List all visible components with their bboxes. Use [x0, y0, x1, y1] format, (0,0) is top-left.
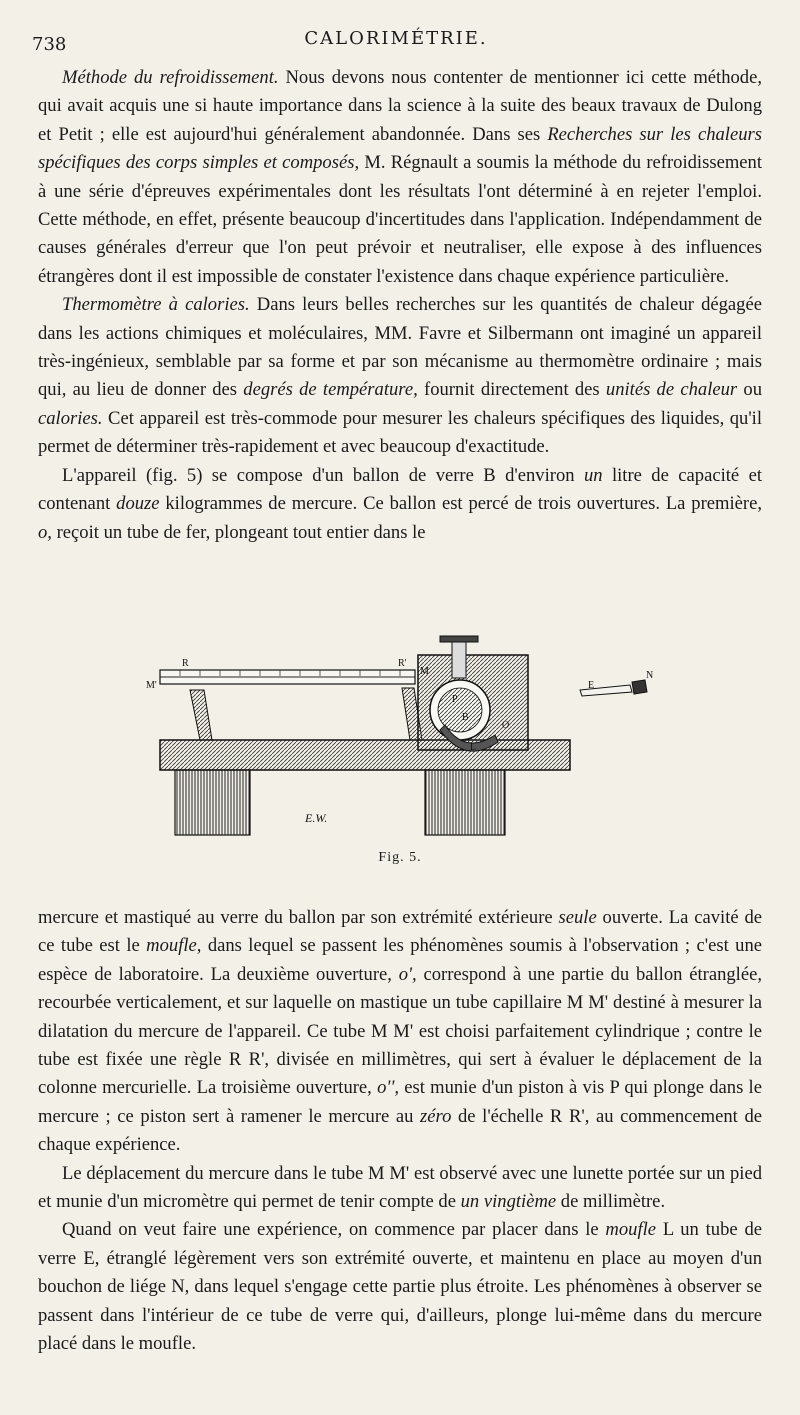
figure-caption: Fig. 5. — [378, 850, 422, 865]
figure-5-apparatus — [140, 630, 660, 840]
running-title: CALORIMÉTRIE. — [304, 28, 488, 49]
page-header — [32, 28, 760, 58]
engraver-signature: E.W. — [305, 811, 328, 825]
label-N: N — [646, 670, 654, 681]
label-E: E — [588, 680, 595, 691]
label-R-prime: R' — [398, 658, 407, 669]
text-block-top — [38, 64, 762, 547]
label-B: B — [462, 712, 469, 723]
paragraph-continuation: mercure et mastiqué au verre du ballon par son extrémité extérieure seule ouverte. La cavité de ce tube est le moufle, dans lequel se passent les phénomènes soumis à l'observation ; c'est une espèce de laboratoire. La deuxième ouverture, o', correspond à une partie du ballon étranglée, recourbée verticalement, et sur laquelle on mastique un tube capillaire M M' destiné à mesurer la dilatation du mercure de l'appareil. Ce tube M M' est choisi parfaitement cylindrique ; contre le tube est fixée une règle R R', divisée en millimètres, qui sert à évaluer le déplacement de la colonne mercurielle. La troisième ouverture, o'', est munie d'un piston à vis P qui plonge dans le mercure ; ce piston sert à ramener le mercure au zéro de l'échelle R R', au commencement de chaque expérience. — [38, 907, 763, 1156]
text-block-bottom — [38, 904, 762, 1359]
apparatus-illustration — [140, 630, 660, 840]
paragraph-thermometre-calories: Thermomètre à calories. Dans leurs belles recherches sur les quantités de chaleur dégagée dans les actions chimiques et moléculaires, MM. Favre et Silbermann ont imaginé un appareil très-ingénieux, semblable par sa forme et par son mécanisme au thermomètre ordinaire ; mais qui, au lieu de donner des degrés de température, fournit directement des unités de chaleur ou calories. Cet appareil est très-commode pour mesurer les chaleurs spécifiques des liquides, qu'il permet de déterminer très-rapidement et avec beaucoup d'exactitude. — [38, 294, 762, 458]
paragraph-experience: Quand on veut faire une expérience, on commence par placer dans le moufle L un tube de verre E, étranglé légèrement vers son extrémité ouverte, et maintenu en place au moyen d'un bouchon de liége N, dans lequel s'engage cette partie plus étroite. Les phénomènes à observer se passent dans l'intérieur de ce tube de verre qui, d'ailleurs, plonge lui-même dans du mercure placé dans le moufle. — [38, 1219, 762, 1355]
paragraph-deplacement: Le déplacement du mercure dans le tube M M' est observé avec une lunette portée sur un pied et munie d'un micromètre qui permet de tenir compte de un vingtième de millimètre. — [38, 1162, 762, 1213]
paragraph-methode-refroidissement: Méthode du refroidissement. Nous devons nous contenter de mentionner ici cette méthode, qui avait acquis une si haute importance dans la science à la suite des beaux travaux de Dulong et Petit ; elle est aujourd'hui généralement abandonnée. Dans ses Recherches sur les chaleurs spécifiques des corps simples et composés, M. Régnault a soumis la méthode du refroidissement à une série d'épreuves expérimentales dont les résultats l'ont déterminé à en rejeter l'emploi. Cette méthode, en effet, présente beaucoup d'incertitudes dans l'application. Indépendamment de causes générales d'erreur que l'on peut prévoir et neutraliser, elle expose à des influences étrangères dont il est impossible de constater l'existence dans chaque expérience particulière. — [38, 67, 763, 287]
label-O: O — [502, 720, 510, 731]
label-M: M — [420, 666, 429, 677]
label-M-prime: M' — [146, 680, 157, 691]
label-P: P — [452, 694, 458, 705]
label-R: R — [182, 658, 189, 669]
paragraph-lead: Thermomètre à calories. — [62, 294, 250, 316]
paragraph-lead: Méthode du refroidissement. — [62, 67, 279, 88]
paragraph-appareil: L'appareil (fig. 5) se compose d'un ballon de verre B d'environ un litre de capacité et contenant douze kilogrammes de mercure. Ce ballon est percé de trois ouvertures. La première, o, reçoit un tube de fer, plongeant tout entier dans le — [38, 464, 762, 543]
label-L: L — [470, 742, 477, 753]
page-number: 738 — [32, 34, 67, 55]
